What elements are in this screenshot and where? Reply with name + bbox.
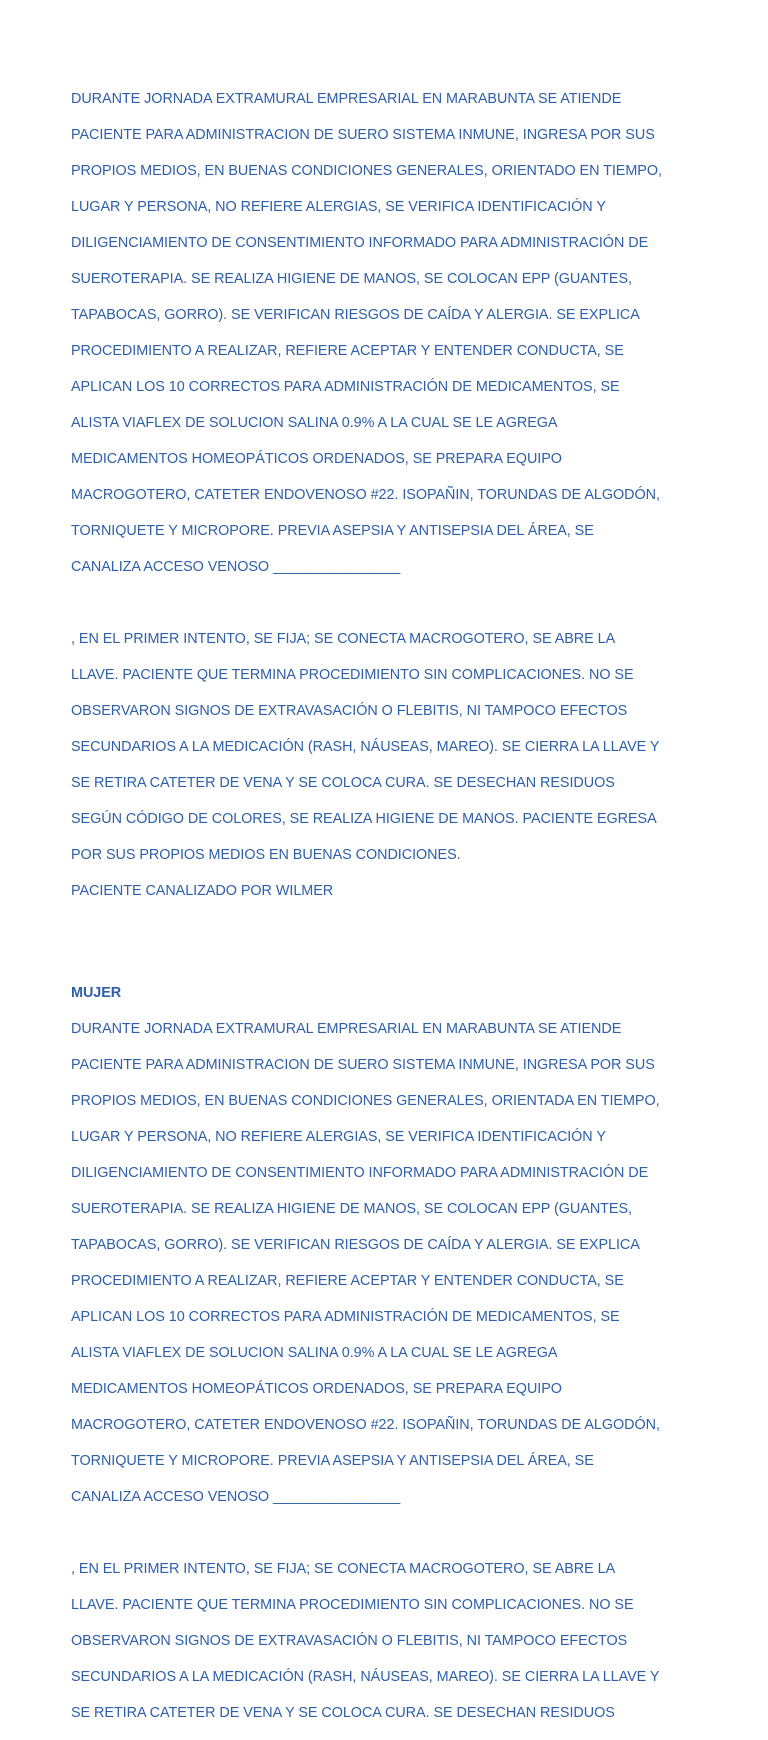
text-line: SECUNDARIOS A LA MEDICACIÓN (RASH, NÁUSEAS, MAREO). SE CIERRA LA LLAVE Y — [71, 739, 660, 755]
text-line: MEDICAMENTOS HOMEOPÁTICOS ORDENADOS, SE PREPARA EQUIPO — [71, 451, 562, 467]
text-line: PACIENTE CANALIZADO POR WILMER — [71, 883, 334, 899]
text-line: LLAVE. PACIENTE QUE TERMINA PROCEDIMIENTO SIN COMPLICACIONES. NO SE — [71, 1597, 634, 1613]
text-line: OBSERVARON SIGNOS DE EXTRAVASACIÓN O FLEBITIS, NI TAMPOCO EFECTOS — [71, 703, 628, 719]
text-line: , EN EL PRIMER INTENTO, SE FIJA; SE CONECTA MACROGOTERO, SE ABRE LA — [71, 1561, 616, 1577]
text-line: TORNIQUETE Y MICROPORE. PREVIA ASEPSIA Y ANTISEPSIA DEL ÁREA, SE — [71, 1453, 594, 1469]
text-line: PROCEDIMIENTO A REALIZAR, REFIERE ACEPTAR Y ENTENDER CONDUCTA, SE — [71, 343, 624, 359]
text-line: PACIENTE PARA ADMINISTRACION DE SUERO SISTEMA INMUNE, INGRESA POR SUS — [71, 1057, 655, 1073]
text-line: TAPABOCAS, GORRO). SE VERIFICAN RIESGOS DE CAÍDA Y ALERGIA. SE EXPLICA — [71, 1237, 640, 1253]
text-line: SUEROTERAPIA. SE REALIZA HIGIENE DE MANOS, SE COLOCAN EPP (GUANTES, — [71, 271, 632, 287]
section2-paragraph1 — [71, 1002, 711, 1524]
text-line: DURANTE JORNADA EXTRAMURAL EMPRESARIAL EN MARABUNTA SE ATIENDE — [71, 91, 622, 107]
section1-paragraph2 — [71, 612, 711, 918]
text-line: , EN EL PRIMER INTENTO, SE FIJA; SE CONECTA MACROGOTERO, SE ABRE LA — [71, 631, 616, 647]
text-line: SE RETIRA CATETER DE VENA Y SE COLOCA CURA. SE DESECHAN RESIDUOS — [71, 775, 615, 791]
text-line: DILIGENCIAMIENTO DE CONSENTIMIENTO INFORMADO PARA ADMINISTRACIÓN DE — [71, 235, 649, 251]
text-line: DILIGENCIAMIENTO DE CONSENTIMIENTO INFORMADO PARA ADMINISTRACIÓN DE — [71, 1165, 649, 1181]
text-line: OBSERVARON SIGNOS DE EXTRAVASACIÓN O FLEBITIS, NI TAMPOCO EFECTOS — [71, 1633, 628, 1649]
text-line: ALISTA VIAFLEX DE SOLUCION SALINA 0.9% A LA CUAL SE LE AGREGA — [71, 415, 558, 431]
text-line: TAPABOCAS, GORRO). SE VERIFICAN RIESGOS DE CAÍDA Y ALERGIA. SE EXPLICA — [71, 307, 640, 323]
text-line: SE RETIRA CATETER DE VENA Y SE COLOCA CURA. SE DESECHAN RESIDUOS — [71, 1705, 615, 1721]
text-line: APLICAN LOS 10 CORRECTOS PARA ADMINISTRACIÓN DE MEDICAMENTOS, SE — [71, 1309, 620, 1325]
text-line: ALISTA VIAFLEX DE SOLUCION SALINA 0.9% A LA CUAL SE LE AGREGA — [71, 1345, 558, 1361]
text-line: PROPIOS MEDIOS, EN BUENAS CONDICIONES GENERALES, ORIENTADA EN TIEMPO, — [71, 1093, 660, 1109]
text-line: MEDICAMENTOS HOMEOPÁTICOS ORDENADOS, SE PREPARA EQUIPO — [71, 1381, 562, 1397]
text-line: TORNIQUETE Y MICROPORE. PREVIA ASEPSIA Y ANTISEPSIA DEL ÁREA, SE — [71, 523, 594, 539]
section2-paragraph2 — [71, 1542, 711, 1740]
text-line: CANALIZA ACCESO VENOSO ________________ — [71, 1489, 401, 1505]
paragraph-spacer — [71, 594, 711, 612]
text-line: PROCEDIMIENTO A REALIZAR, REFIERE ACEPTAR Y ENTENDER CONDUCTA, SE — [71, 1273, 624, 1289]
section1-paragraph1 — [71, 72, 711, 594]
section-spacer — [71, 918, 711, 984]
section-heading: MUJER — [71, 985, 122, 1001]
text-line: PACIENTE PARA ADMINISTRACION DE SUERO SISTEMA INMUNE, INGRESA POR SUS — [71, 127, 655, 143]
text-line: SECUNDARIOS A LA MEDICACIÓN (RASH, NÁUSEAS, MAREO). SE CIERRA LA LLAVE Y — [71, 1669, 660, 1685]
text-line: PROPIOS MEDIOS, EN BUENAS CONDICIONES GENERALES, ORIENTADO EN TIEMPO, — [71, 163, 662, 179]
text-line: CANALIZA ACCESO VENOSO ________________ — [71, 559, 401, 575]
text-line: MACROGOTERO, CATETER ENDOVENOSO #22. ISOPAÑIN, TORUNDAS DE ALGODÓN, — [71, 487, 660, 503]
text-line: MACROGOTERO, CATETER ENDOVENOSO #22. ISOPAÑIN, TORUNDAS DE ALGODÓN, — [71, 1417, 660, 1433]
text-line: LUGAR Y PERSONA, NO REFIERE ALERGIAS, SE VERIFICA IDENTIFICACIÓN Y — [71, 1129, 606, 1145]
text-line: APLICAN LOS 10 CORRECTOS PARA ADMINISTRACIÓN DE MEDICAMENTOS, SE — [71, 379, 620, 395]
text-line: POR SUS PROPIOS MEDIOS EN BUENAS CONDICIONES. — [71, 847, 461, 863]
paragraph-spacer — [71, 1524, 711, 1542]
text-line: SEGÚN CÓDIGO DE COLORES, SE REALIZA HIGIENE DE MANOS. PACIENTE EGRESA — [71, 811, 657, 827]
text-line: SUEROTERAPIA. SE REALIZA HIGIENE DE MANOS, SE COLOCAN EPP (GUANTES, — [71, 1201, 632, 1217]
document-page — [71, 72, 711, 1740]
text-line: LUGAR Y PERSONA, NO REFIERE ALERGIAS, SE VERIFICA IDENTIFICACIÓN Y — [71, 199, 606, 215]
text-line: LLAVE. PACIENTE QUE TERMINA PROCEDIMIENTO SIN COMPLICACIONES. NO SE — [71, 667, 634, 683]
text-line: DURANTE JORNADA EXTRAMURAL EMPRESARIAL EN MARABUNTA SE ATIENDE — [71, 1021, 622, 1037]
